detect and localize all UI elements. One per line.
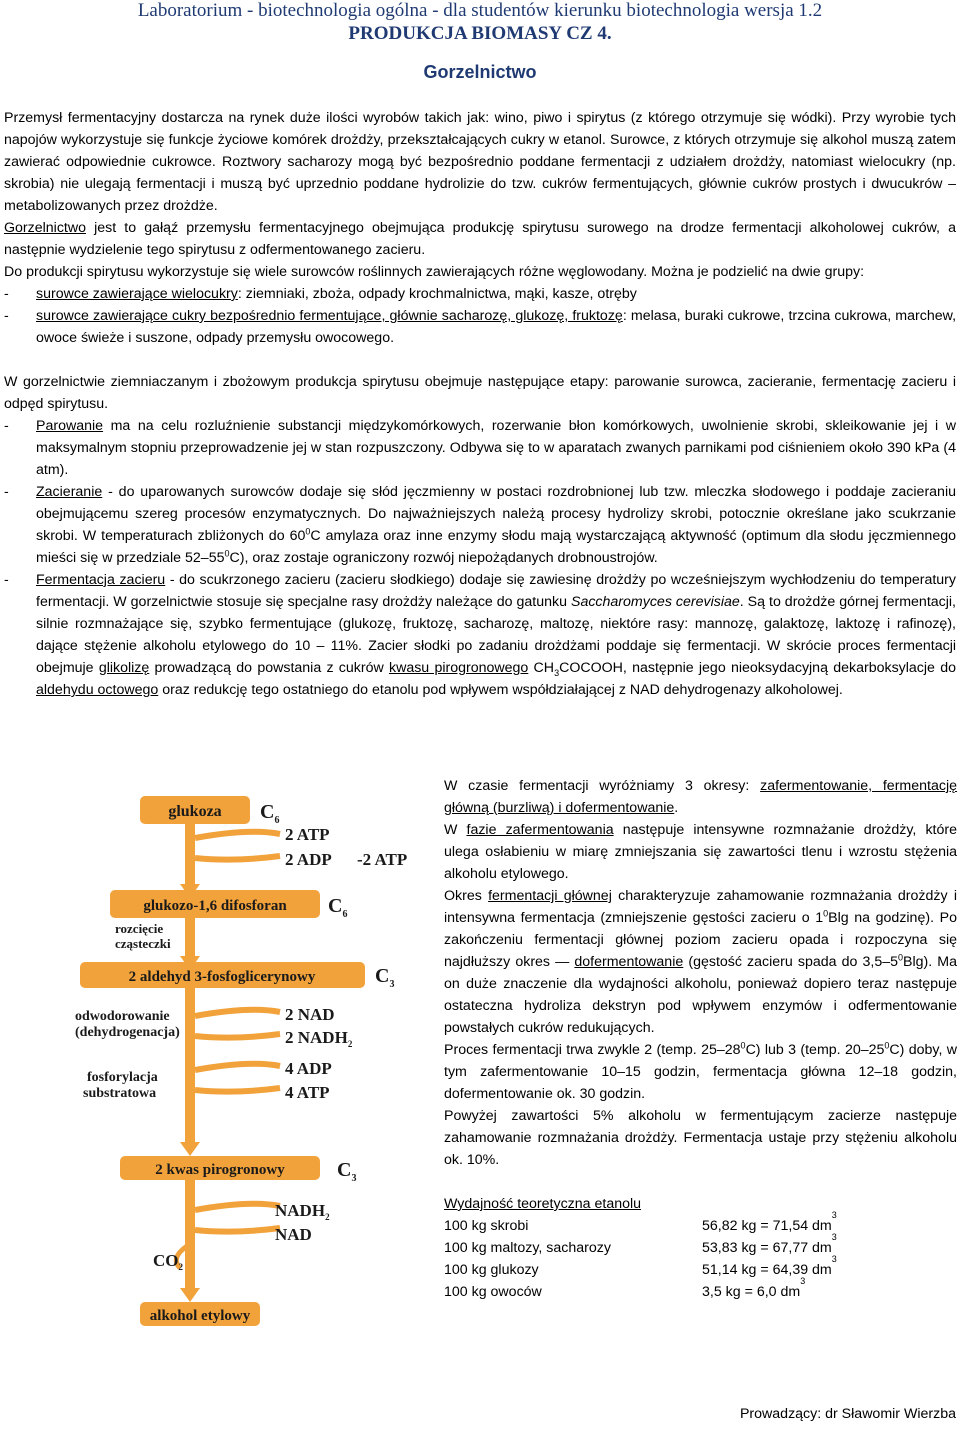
step-text: C), oraz zostaje ograniczony rozwój niepożądanych drobnoustrojów.	[229, 550, 658, 566]
term-glikoliza: glikolizę	[98, 660, 150, 676]
text: W czasie fermentacji wyróżniamy 3 okresy:	[444, 778, 761, 794]
side-arrow	[195, 1064, 280, 1070]
degree-mark: 0	[823, 908, 829, 919]
label-dehydrogenacja: (dehydrogenacja)	[75, 1025, 180, 1040]
degree-mark: 0	[305, 526, 311, 537]
label-c3b	[337, 1159, 356, 1184]
yield-table	[444, 1210, 957, 1303]
label-4adp: 4 ADP	[285, 1059, 332, 1078]
yield-value: 51,14 kg = 64,39 dm	[702, 1262, 832, 1278]
term-periods: zafermentowanie, fermentację główną (burzliwą) i dofermentowanie	[444, 778, 957, 816]
step-text: oraz redukcję tego ostatniego do etanolu pod wpływem współdziałającej z NAD dehydrogenazy alkoholowej.	[158, 682, 843, 698]
label-aldehyd: 2 aldehyd 3-fosfoglicerynowy	[128, 969, 316, 985]
fermentation-periods	[444, 775, 957, 1303]
c-subscript: 6	[342, 909, 348, 920]
step-parowanie	[4, 415, 956, 481]
term-gorzelnictwo: Gorzelnictwo	[4, 220, 87, 236]
list-dash: -	[4, 572, 9, 588]
label-2nad: 2 NAD	[285, 1005, 335, 1024]
side-arrow	[195, 1010, 280, 1016]
list-text: : melasa, buraki cukrowe, trzcina cukrowa, marchew, owoce świeże i suszone, odpady przemysłu owocowego.	[36, 308, 957, 346]
nadh-subscript: 2	[325, 1212, 330, 1222]
side-arrow	[195, 856, 280, 860]
yield-row	[444, 1276, 957, 1303]
label-c3	[375, 965, 394, 990]
list-term: surowce zawierające cukry bezpośrednio fermentujące, głównie sacharozę, glukozę, fruktozę	[36, 308, 623, 324]
yield-value: 3,5 kg = 6,0 dm	[702, 1284, 801, 1300]
list-item	[4, 283, 956, 305]
step-text: - do uparowanych surowców dodaje się słód jęczmienny w postaci rozdrobnionej lub tzw. mleczka słodowego i poddaje zacieraniu obejmującemu szereg procesów enzymatycznych. Do najważniejszych należą procesy hydrolizy skrobi, potocznie określane jako scukrzanie skrobi. W temperaturach zbliżonych do 60	[36, 484, 956, 544]
co2-subscript: 2	[178, 1262, 183, 1272]
label-minus-2atp: -2 ATP	[357, 850, 408, 869]
step-text: COCOOH, następnie jego nieoksydacyjną dekarboksylacje do	[559, 660, 956, 676]
list-text: : ziemniaki, zboża, odpady krochmalnictwa, mąki, kasze, otręby	[237, 286, 637, 302]
c-subscript: 3	[351, 1173, 357, 1184]
yield-source: 100 kg skrobi	[444, 1218, 529, 1234]
list-dash: -	[4, 418, 9, 434]
nadh-text: NADH	[275, 1201, 326, 1220]
text: Blg). Ma on duże znaczenie dla wydajności alkoholu, ponieważ dopiero teraz następuje ostateczna hydroliza dekstryn pod wpływem enzymów i odfermentowanie powstałych cukrów redukujących.	[444, 954, 957, 1036]
list-term: surowce zawierające wielocukry	[36, 286, 238, 302]
label-c6	[260, 801, 279, 826]
definition-text: jest to gałąź przemysłu fermentacyjnego obejmująca produkcję spirytusu surowego na drodze fermentacji alkoholowej cukrów, a następnie wydzielenie tego spirytusu z odfermentowanego zacieru.	[4, 220, 956, 258]
text: charakteryzuje zahamowanie rozmnażania drożdży i intensywna fermentacja (zmniejszenie gęstości zacieru o 1	[444, 888, 957, 926]
yield-row	[444, 1254, 957, 1281]
header-section-line: PRODUKCJA BIOMASY CZ 4.	[348, 23, 612, 44]
c-subscript: 3	[389, 979, 395, 990]
yield-value: 53,83 kg = 67,77 dm	[702, 1240, 832, 1256]
step-zacieranie	[4, 481, 956, 569]
nadh-text: 2 NADH	[285, 1028, 348, 1047]
formula-subscript: 3	[554, 667, 560, 678]
step-text: ma na celu rozluźnienie substancji międzykomórkowych, rozerwanie błon komórkowych, uwolnienie skrobi, skleikowanie jej i w maksymalnym stopniu przeprowadzenie jej w stan rozpuszczony. Odbywa się to w aparatach zwanych parnikami pod ciśnieniem około 390 kPa (4 atm).	[36, 418, 956, 478]
c-letter: C	[328, 895, 343, 917]
yield-unit-exponent: 3	[831, 1232, 837, 1242]
c-subscript: 6	[274, 815, 280, 826]
side-arrow	[195, 832, 280, 838]
degree-mark: 0	[740, 1040, 746, 1051]
step-text: prowadzącą do powstania z cukrów	[149, 660, 389, 676]
yield-unit-exponent: 3	[831, 1254, 837, 1264]
label-2adp: 2 ADP	[285, 850, 332, 869]
text: Proces fermentacji trwa zwykle 2 (temp. 25–28	[444, 1042, 741, 1058]
raw-materials-paragraph: Do produkcji spirytusu wykorzystuje się wiele surowców roślinnych zawierających różne węglowodany. Można je podzielić na dwie grupy:	[4, 264, 865, 280]
yield-row	[444, 1210, 957, 1237]
list-dash: -	[4, 308, 9, 324]
yield-title-text: Wydajność teoretyczna etanolu	[444, 1196, 642, 1212]
degree-mark: 0	[224, 548, 230, 559]
label-alkohol: alkohol etylowy	[149, 1308, 251, 1324]
label-kwas: 2 kwas pirogronowy	[155, 1162, 285, 1178]
step-term: Parowanie	[36, 418, 104, 434]
label-difosforan: glukozo-1,6 difosforan	[143, 898, 287, 914]
step-term: Fermentacja zacieru	[36, 572, 166, 588]
glycolysis-diagram	[75, 788, 440, 1328]
page-title: Gorzelnictwo	[423, 62, 537, 82]
step-text: . Są to drożdże górnej fermentacji, silnie rozmnażające się, szybko fermentujące (glukozę, fruktozę, sacharozę, maltozę, niektóre rasy: mannozę, galaktozę, laktozę i rafinozę), dające stężenie alkoholu etylowego do 10 – 11%. Zacier słodki po zadaniu drożdżami poddaje się fermentacji. W skrócie proces fermentacji obejmuje	[36, 594, 956, 676]
arrow-head	[180, 1142, 200, 1156]
fermentacja-glowna-paragraph	[444, 885, 957, 1039]
text: Okres	[444, 888, 489, 904]
label-nadh	[275, 1201, 330, 1222]
side-arrow	[195, 1088, 280, 1092]
list-dash: -	[4, 286, 9, 302]
c-letter: C	[375, 965, 390, 987]
label-2atp: 2 ATP	[285, 825, 330, 844]
periods-paragraph	[444, 775, 957, 819]
definition-paragraph	[4, 217, 956, 261]
text: Blg na godzinę). Po zakończeniu fermentacji głównej poziom zacieru opada i rozpoczyna się najdłuższy okres —	[444, 910, 957, 970]
label-fosforylacja: fosforylacja	[87, 1070, 158, 1085]
step-text: - do scukrzonego zacieru (zacieru słodkiego) dodaje się zawiesinę drożdży po wcześniejszym wychłodzeniu do temperatury fermentacji. W gorzelnictwie stosuje się specjalne rasy drożdży należące do gatunku	[36, 572, 956, 610]
label-odwodorowanie: odwodorowanie	[75, 1009, 170, 1024]
label-nad: NAD	[275, 1225, 312, 1244]
step-term: Zacieranie	[36, 484, 103, 500]
arrow-head	[180, 1288, 200, 1302]
footer-instructor: Prowadzący: dr Sławomir Wierzba	[739, 1406, 956, 1422]
text: (gęstość zacieru spada do 3,5–5	[683, 954, 898, 970]
yield-row	[444, 1232, 957, 1259]
text: W	[444, 822, 467, 838]
term-kwas-pirogronowy: kwasu pirogronowego	[388, 660, 529, 676]
main-text	[4, 107, 956, 701]
formula: CH	[528, 660, 555, 676]
header-course-line: Laboratorium - biotechnologia ogólna - dla studentów kierunku biotechnologia wersja 1.2	[137, 0, 823, 21]
label-4atp: 4 ATP	[285, 1083, 330, 1102]
text: C) doby, w tym zafermentowanie 10–15 godzin, fermentacja główna 12–18 godzin, dofermentowanie ok. 30 godzin.	[444, 1042, 957, 1102]
term-aldehyd-octowy: aldehydu octowego	[36, 682, 159, 698]
label-2nadh	[285, 1028, 353, 1049]
nadh-subscript: 2	[347, 1039, 353, 1049]
step-text: C amylaza oraz inne enzymy słodu mają wystarczającą aktywność (optimum dla słodu jęczmiennego mieści się w przedziale 52–55	[36, 528, 956, 566]
label-czasteczki: cząsteczki	[115, 936, 171, 951]
yield-value: 56,82 kg = 71,54 dm	[702, 1218, 832, 1234]
co-text: CO	[153, 1251, 179, 1270]
text: .	[674, 800, 679, 816]
step-fermentacja	[4, 569, 956, 701]
list-dash: -	[4, 484, 9, 500]
term-fermentacja-glowna: fermentacji głównej	[488, 888, 612, 904]
duration-paragraph	[444, 1039, 957, 1105]
species-name: Saccharomyces cerevisiae	[570, 594, 740, 610]
side-arrow	[195, 1228, 280, 1232]
label-substratowa: substratowa	[83, 1086, 157, 1101]
list-item	[4, 305, 956, 349]
intro-paragraph: Przemysł fermentacyjny dostarcza na rynek duże ilości wyrobów takich jak: wino, piwo i spirytus (z którego otrzymuje się wódki). Przy wyrobie tych napojów wykorzystuje się funkcje życiowe komórek drożdży, przekształcających cukry w etanol. Surowce, z których otrzymuje się alkohol muszą zatem zawierać odpowiednie cukrowce. Roztwory sacharozy mogą być bezpośrednio poddane fermentacji z udziałem drożdży, natomiast wielocukry (np. skrobia) nie ulegają fermentacji i muszą być uprzednio poddane hydrolizie do tzw. cukrów fermentujących, głównie cukrów prostych i dwucukrów – metabolizowanych przez drożdże.	[4, 110, 956, 214]
yield-unit-exponent: 3	[831, 1210, 837, 1220]
alcohol-limit-paragraph: Powyżej zawartości 5% alkoholu w fermentującym zacierze następuje zahamowanie rozmnażania drożdży. Fermentacja ustaje przy stężeniu alkoholu ok. 10%.	[444, 1108, 957, 1168]
zafermentowanie-paragraph	[444, 819, 957, 885]
term-zafermentowanie: fazie zafermentowania	[466, 822, 614, 838]
c-letter: C	[337, 1159, 352, 1181]
side-arrow	[195, 1034, 280, 1038]
term-dofermentowanie: dofermentowanie	[574, 954, 684, 970]
side-arrow	[195, 1204, 280, 1210]
text: C) lub 3 (temp. 20–25	[745, 1042, 885, 1058]
yield-source: 100 kg maltozy, sacharozy	[444, 1240, 611, 1256]
text: następuje intensywne rozmnażanie drożdży, które ulega osłabieniu w miarę zmniejszania się zawartości tlenu i wzrostu stężenia alkoholu etylowego.	[444, 822, 957, 882]
label-rozciecie: rozcięcie	[115, 921, 164, 936]
stages-paragraph: W gorzelnictwie ziemniaczanym i zbożowym produkcja spirytusu obejmuje następujące etapy: parowanie surowca, zacieranie, fermentację zacieru i odpęd spirytusu.	[4, 374, 956, 412]
c-letter: C	[260, 801, 275, 823]
label-c6b	[328, 895, 347, 920]
yield-title	[444, 1193, 957, 1215]
yield-source: 100 kg glukozy	[444, 1262, 539, 1278]
label-glukoza: glukoza	[168, 803, 222, 820]
degree-mark: 0	[898, 952, 904, 963]
yield-source: 100 kg owoców	[444, 1284, 542, 1300]
yield-unit-exponent: 3	[800, 1276, 806, 1286]
degree-mark: 0	[884, 1040, 890, 1051]
